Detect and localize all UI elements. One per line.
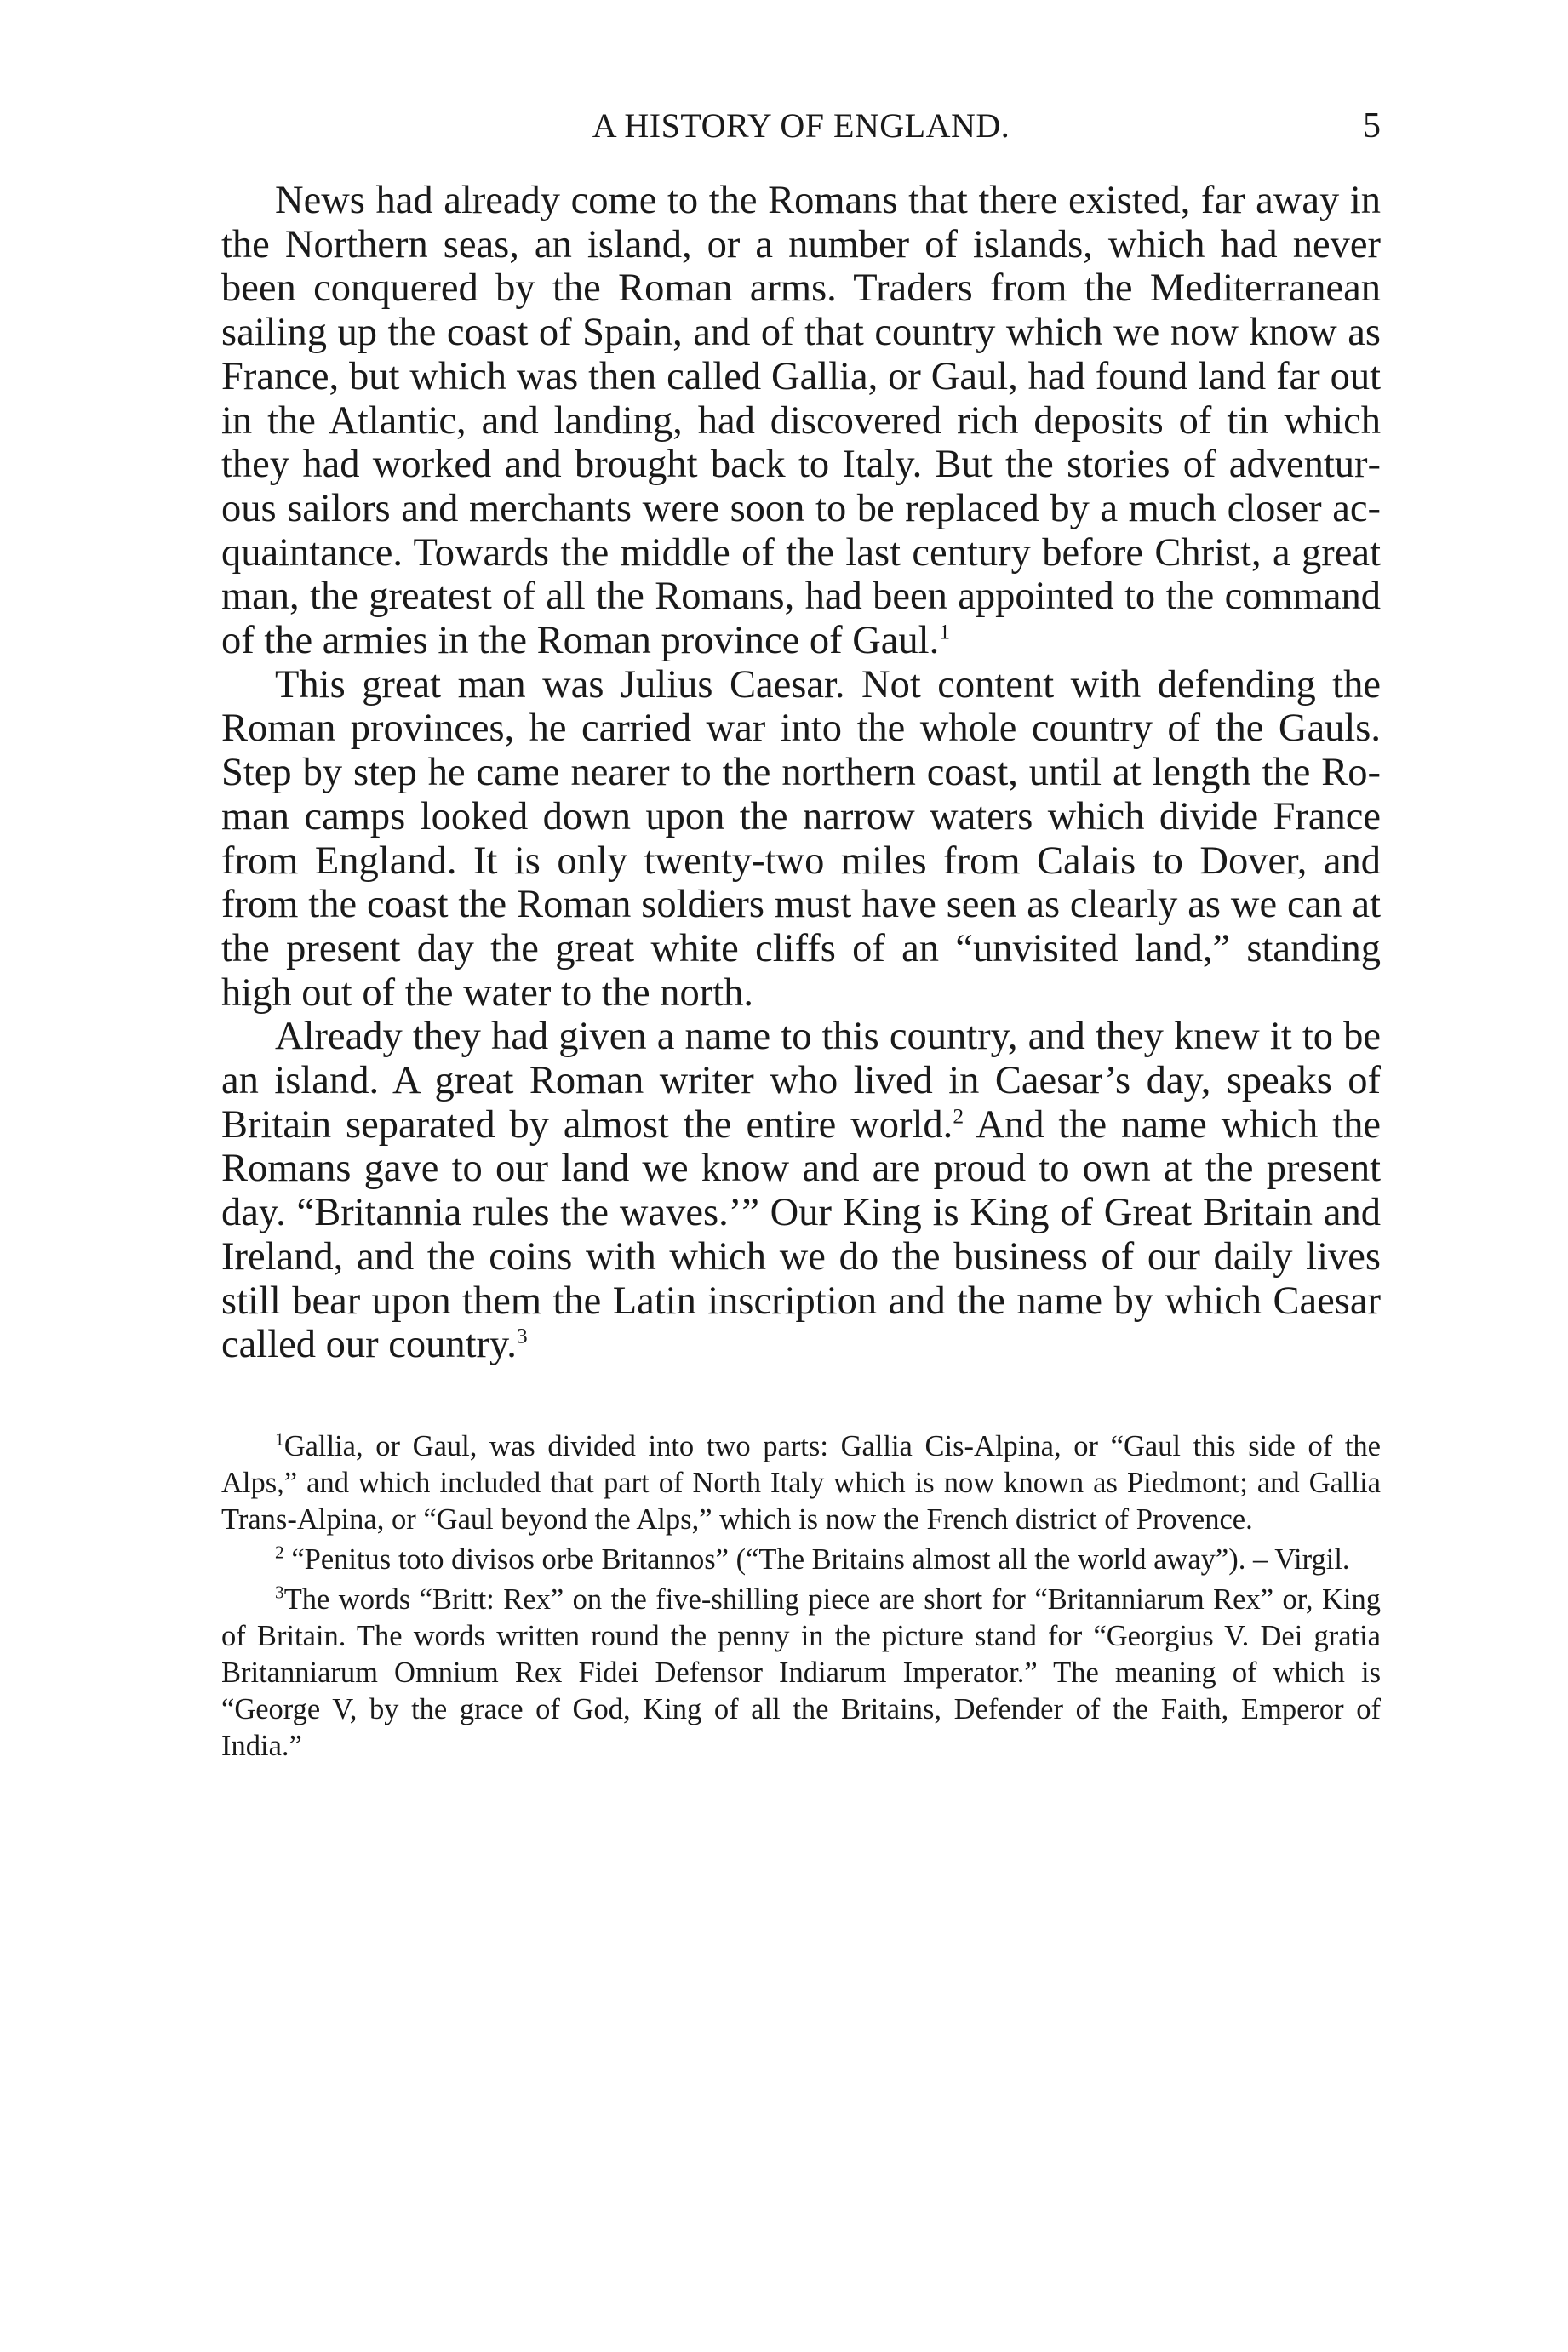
footnotes bbox=[221, 1428, 1381, 1765]
running-title: A HISTORY OF ENGLAND. bbox=[592, 106, 1010, 145]
running-head bbox=[221, 100, 1381, 152]
footnote-ref-2: 2 bbox=[953, 1103, 964, 1129]
paragraph-2: This great man was Julius Caesar. Not content with defending the Roman provinces, he carried war into the whole country of the Gauls. Step by step he came nearer to the northern coast, until at length the Roman camps looked down upon the narrow waters which divide France from England. It is only twenty-two miles from Calais to Dover, and from the coast the Roman soldiers must have seen as clearly as we can at the present day the great white cliffs of an “unvisited land,” standing high out of the water to the north. bbox=[221, 662, 1381, 1015]
paragraph-3-text-b: And the name which the Romans gave to our land we know and are proud to own at the present day. “Britannia rules the waves.’” Our King is King of Great Britain and Ireland, and the coins with which we do the business of our daily lives still bear upon them the Latin inscription and the name by which Caesar called our country. bbox=[221, 1102, 1382, 1367]
footnote-2-mark: 2 bbox=[275, 1542, 284, 1563]
footnote-1-mark: 1 bbox=[275, 1428, 284, 1450]
footnote-2 bbox=[221, 1542, 1381, 1578]
footnote-ref-1: 1 bbox=[939, 619, 951, 644]
footnote-2-text: “Penitus toto divisos orbe Britannos” (“The Britains almost all the world away”). – Virgil. bbox=[291, 1543, 1350, 1576]
paragraph-1-text: News had already come to the Romans that there existed, far away in the Northern seas, an island, or a number of islands, which had never been conquered by the Roman arms. Traders from the Mediterranean sailing up the coast of Spain, and of that country which we now know as France, but which was then called Gallia, or Gaul, had found land far out in the Atlantic, and landing, had discovered rich deposits of tin which they had worked and brought back to Italy. But the stories of adventurous sailors and merchants were soon to be replaced by a much closer acquaintance. Towards the middle of the last century before Christ, a great man, the greatest of all the Romans, had been appointed to the command of the armies in the Roman province of Gaul. bbox=[221, 179, 1381, 663]
footnote-1 bbox=[221, 1428, 1381, 1538]
footnote-1-text: Gallia, or Gaul, was divided into two parts: Gallia Cis-Alpina, or “Gaul this side of the Alps,” and which included that part of North Italy which is now known as Piedmont; and Gallia Trans-Alpina, or “Gaul beyond the Alps,” which is now the French district of Provence. bbox=[221, 1430, 1381, 1536]
footnote-ref-3: 3 bbox=[516, 1323, 528, 1348]
page-number: 5 bbox=[1363, 106, 1381, 146]
main-text bbox=[221, 179, 1381, 1367]
paragraph-3 bbox=[221, 1015, 1381, 1367]
footnote-3-text: The words “Britt: Rex” on the five-shilling piece are short for “Britanniarum Rex” or, King of Britain. The words written round the penny in the picture stand for “Georgius V. Dei gratia Britanniarum Omnium Rex Fidei Defensor Indiarum Imperator.” The meaning of which is “George V, by the grace of God, King of all the Britains, Defender of the Faith, Emperor of India.” bbox=[221, 1583, 1381, 1762]
paragraph-1 bbox=[221, 179, 1381, 663]
paragraph-3-text-a: Already they had given a name to this country, and they knew it to be an island. A great Roman writer who lived in Caesar’s day, speaks of Britain separated by almost the entire world. bbox=[221, 1015, 1381, 1147]
footnote-3-mark: 3 bbox=[275, 1582, 284, 1603]
footnote-3 bbox=[221, 1582, 1381, 1765]
